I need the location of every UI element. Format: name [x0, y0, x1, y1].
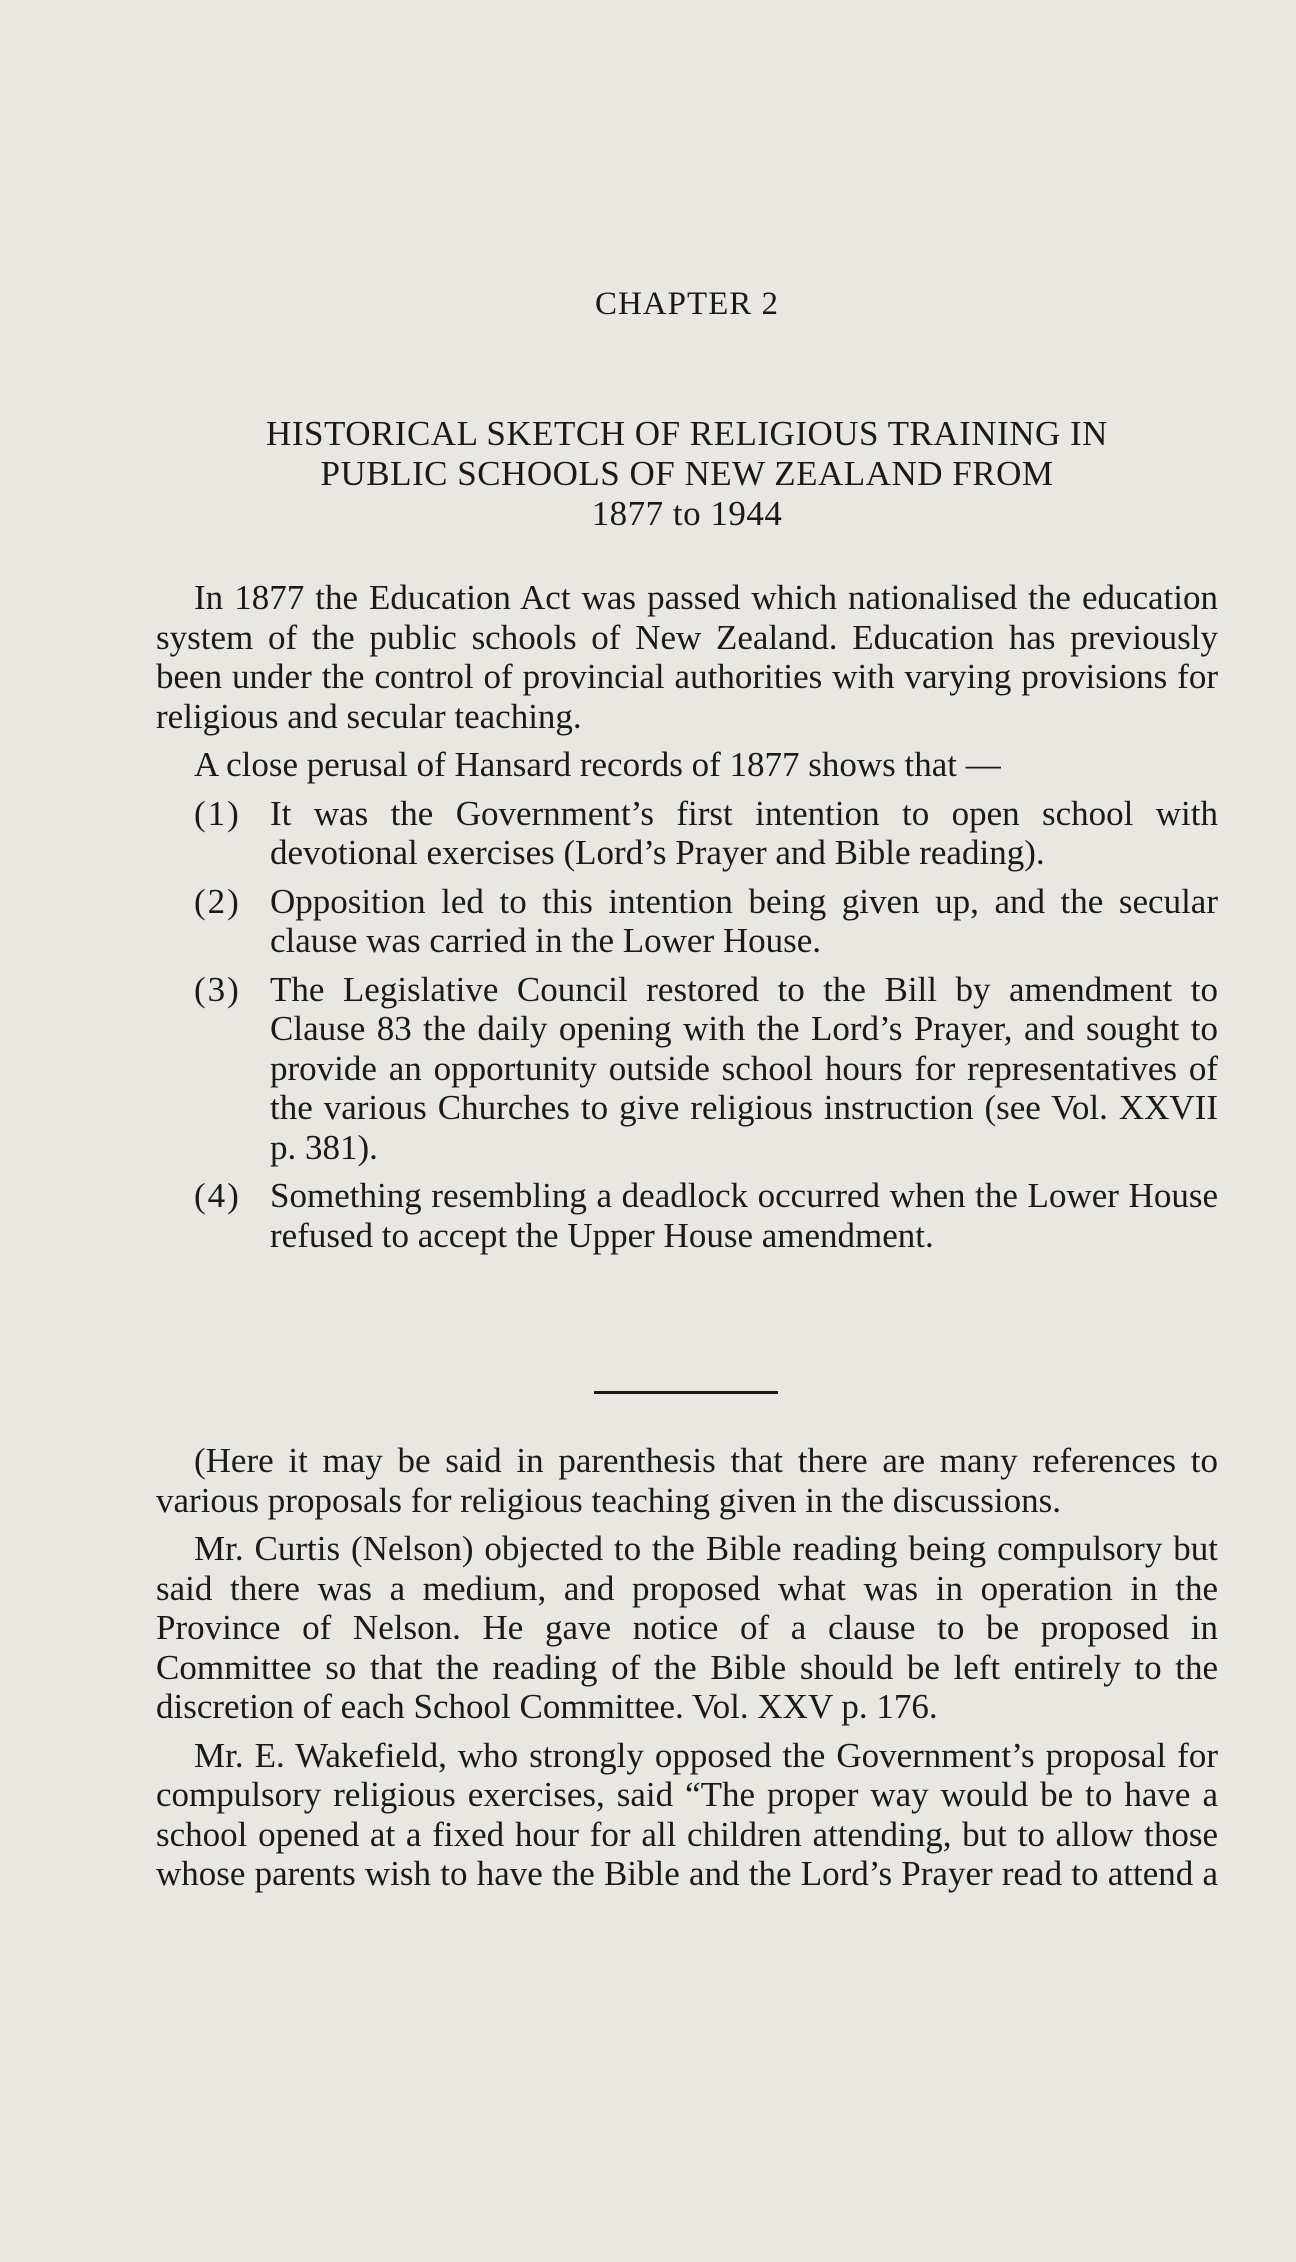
- list-number: (2): [194, 881, 241, 921]
- list-item: [156, 970, 1218, 1168]
- list-text: It was the Government’s first intention to open school with devotional exercises (Lord’s Prayer and Bible reading).: [270, 793, 1218, 872]
- list-number: (3): [194, 969, 241, 1009]
- section-heading-line-3: 1877 to 1944: [591, 494, 783, 533]
- list-item: [156, 794, 1218, 873]
- intro-section: [156, 578, 1218, 1255]
- list-number: (1): [194, 793, 241, 833]
- hansard-paragraph: A close perusal of Hansard records of 1877 shows that —: [194, 745, 1001, 784]
- section-heading-line-2: PUBLIC SCHOOLS OF NEW ZEALAND FROM: [320, 454, 1054, 493]
- section-heading: [156, 414, 1218, 534]
- list-text: The Legislative Council restored to the Bill by amendment to Clause 83 the daily opening with the Lord’s Prayer, and sought to provide an opportunity outside school hours for representatives of the various Churches to give religious instruction (see Vol. XXVII p. 381).: [270, 969, 1218, 1167]
- list-text: Something resembling a deadlock occurred when the Lower House refused to accept the Upper House amendment.: [270, 1176, 1218, 1255]
- section-heading-line-1: HISTORICAL SKETCH OF RELIGIOUS TRAINING IN: [266, 414, 1108, 453]
- list-number: (4): [194, 1176, 241, 1215]
- wakefield-paragraph: Mr. E. Wakefield, who strongly opposed the Government’s proposal for compulsory religious exercises, said “The proper way would be to have a school opened at a fixed hour for all children attending, but to allow those whose parents wish to have the Bible and the Lord’s Prayer read to attend a: [156, 1735, 1218, 1893]
- list-text: Opposition led to this intention being given up, and the secular clause was carried in the Lower House.: [270, 881, 1218, 960]
- chapter-title: CHAPTER 2: [594, 286, 780, 322]
- notes-section: [156, 1441, 1218, 1894]
- curtis-paragraph: Mr. Curtis (Nelson) objected to the Bible reading being compulsory but said there was a medium, and proposed what was in operation in the Province of Nelson. He gave notice of a clause to be proposed in Committee so that the reading of the Bible should be left entirely to the discretion of each School Committee. Vol. XXV p. 176.: [156, 1529, 1218, 1726]
- parenthesis-paragraph: (Here it may be said in parenthesis that there are many references to various proposals for religious teaching given in the discussions.: [156, 1441, 1218, 1520]
- intro-paragraph: In 1877 the Education Act was passed which nationalised the education system of the public schools of New Zealand. Education has previously been under the control of provincial authorities with varying provisions for religious and secular teaching.: [156, 578, 1218, 736]
- section-divider: [594, 1391, 778, 1394]
- list-item: [156, 882, 1218, 961]
- list-item: [156, 1176, 1218, 1255]
